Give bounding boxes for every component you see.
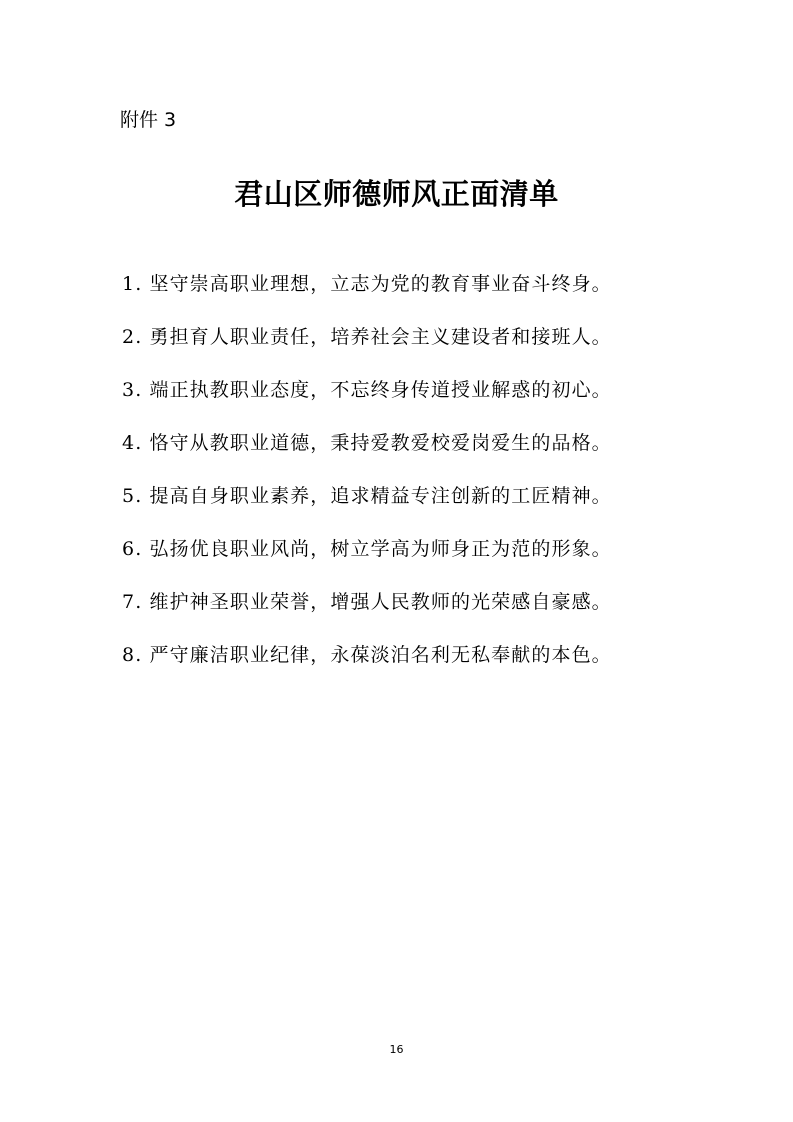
list-item: 8. 严守廉洁职业纪律，永葆淡泊名利无私奉献的本色。	[122, 644, 612, 666]
list-item: 5. 提高自身职业素养，追求精益专注创新的工匠精神。	[122, 485, 612, 507]
list-item: 6. 弘扬优良职业风尚，树立学高为师身正为范的形象。	[122, 538, 612, 560]
list-item: 1. 坚守崇高职业理想，立志为党的教育事业奋斗终身。	[122, 273, 612, 295]
document-title: 君山区师德师风正面清单	[234, 177, 559, 211]
list-item: 4. 恪守从教职业道德，秉持爱教爱校爱岗爱生的品格。	[122, 432, 612, 454]
attachment-label: 附件 3	[120, 109, 177, 131]
list-item: 3. 端正执教职业态度，不忘终身传道授业解惑的初心。	[122, 379, 612, 401]
page-number: 16	[389, 1043, 404, 1056]
positive-list	[122, 264, 682, 688]
list-item: 2. 勇担育人职业责任，培养社会主义建设者和接班人。	[122, 326, 612, 348]
list-item: 7. 维护神圣职业荣誉，增强人民教师的光荣感自豪感。	[122, 591, 612, 613]
